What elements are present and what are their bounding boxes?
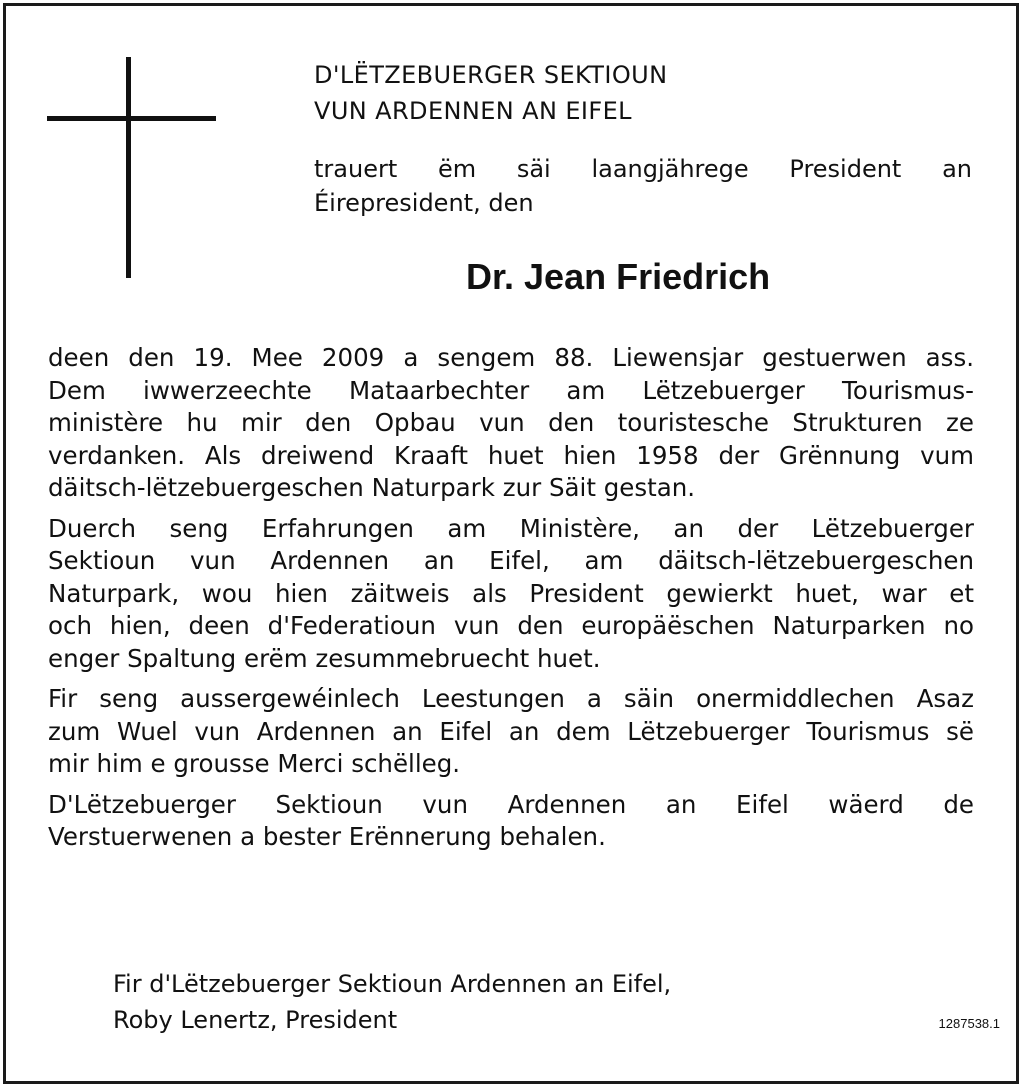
mourning-statement [314,152,972,220]
text-line: verdanken. Als dreiwend Kraaft huet hien 1958 der Grënnung vum [48,440,974,470]
mourning-line-2: Éirepresident, den [314,189,534,217]
reference-number: 1287538.1 [938,1016,1000,1031]
organization-name-line-1: D'LËTZEBUERGER SEKTIOUN [314,61,668,89]
cross-vertical-bar [126,57,131,278]
text-line: D'Lëtzebuerger Sektioun vun Ardennen an Eifel wäerd de [48,789,974,819]
text-line: däitsch-lëtzebuergeschen Naturpark zur Säit gestan. [48,473,696,502]
text-line: Dem iwwerzeechte Mataarbechter am Lëtzebuerger Tourismus- [48,375,974,405]
paragraph-1 [48,342,974,505]
text-line: zum Wuel vun Ardennen an Eifel an dem Lëtzebuerger Tourismus së [48,716,974,746]
cross-horizontal-bar [47,116,216,121]
text-line: deen den 19. Mee 2009 a sengem 88. Liewensjar gestuerwen ass. [48,343,974,372]
text-line: Fir seng aussergewéinlech Leestungen a säin onermiddlechen Asaz [48,684,974,713]
text-line: enger Spaltung erëm zesummebruecht huet. [48,643,601,673]
mourning-line-1: trauert ëm säi laangjährege President an [314,155,972,183]
organization-name-line-2: VUN ARDENNEN AN EIFEL [314,97,632,125]
signature-line-2: Roby Lenertz, President [113,1006,398,1034]
text-line: Sektioun vun Ardennen an Eifel, am däitsch-lëtzebuergeschen [48,546,974,575]
paragraph-2 [48,513,974,676]
text-line: Verstuerwenen a bester Erënnerung behalen. [48,822,606,851]
deceased-name: Dr. Jean Friedrich [466,256,771,297]
text-line: mir him e grousse Merci schëlleg. [48,749,461,778]
paragraph-4 [48,789,974,854]
obituary-body [48,342,974,862]
text-line: och hien, deen d'Federatioun vun den europäëschen Naturparken no [48,611,974,640]
text-line: ministère hu mir den Opbau vun den touristesche Strukturen ze [48,408,974,437]
signature-line-1: Fir d'Lëtzebuerger Sektioun Ardennen an Eifel, [113,970,672,998]
text-line: Naturpark, wou hien zäitweis als President gewierkt huet, war et [48,578,974,608]
text-line: Duerch seng Erfahrungen am Ministère, an der Lëtzebuerger [48,513,974,543]
signature-block [113,966,671,1038]
paragraph-3 [48,683,974,781]
